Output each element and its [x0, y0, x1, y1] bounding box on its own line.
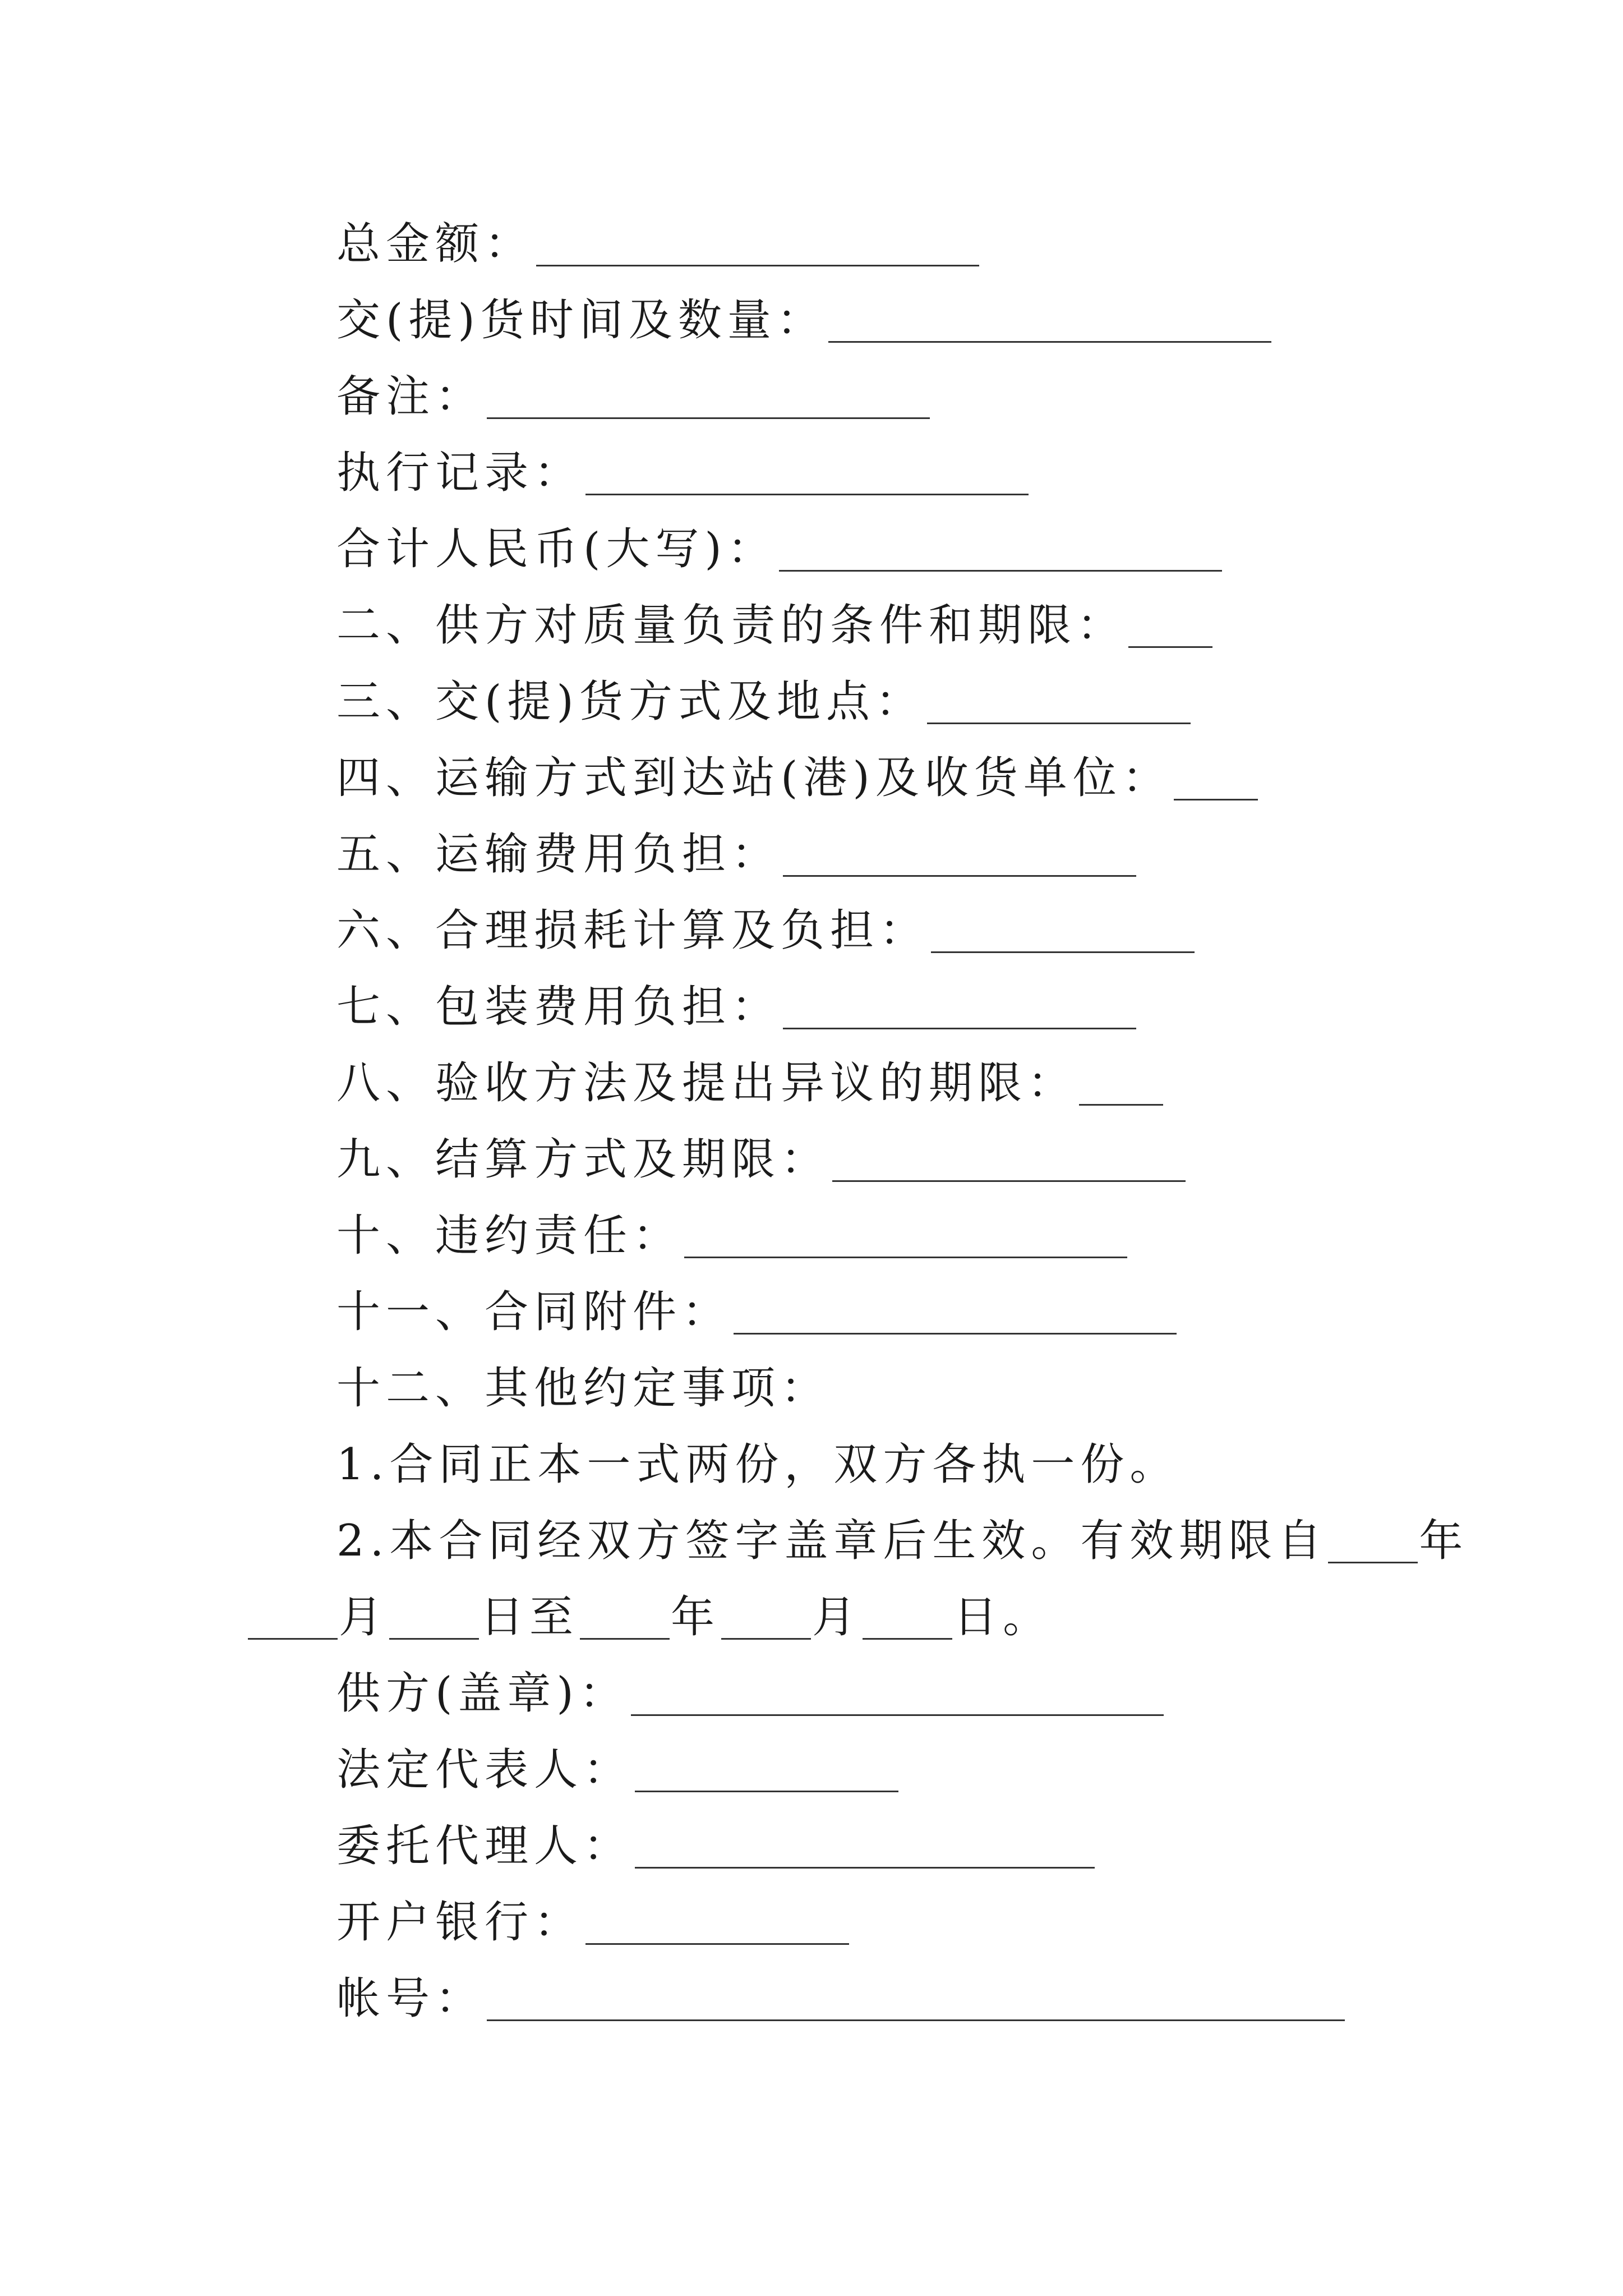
fill-blank[interactable]	[635, 1739, 898, 1792]
fill-blank[interactable]	[635, 1815, 1095, 1869]
day-end-text: 日。	[953, 1592, 1053, 1642]
year-text: 年	[1419, 1516, 1469, 1566]
month-text: 月	[339, 1592, 389, 1642]
field-label: 七、包装费用负担：	[336, 982, 781, 1032]
fill-blank[interactable]	[536, 213, 979, 266]
field-label: 执行记录：	[336, 448, 584, 498]
supplier-seal-field	[336, 1663, 1164, 1724]
field-label: 法定代表人：	[336, 1745, 633, 1795]
start-day-blank[interactable]	[389, 1586, 479, 1640]
term-2-line-2	[247, 1586, 1052, 1648]
field-label: 三、交(提)货方式及地点：	[336, 677, 925, 727]
fill-blank[interactable]	[585, 442, 1029, 495]
fill-blank[interactable]	[1079, 1052, 1163, 1106]
field-total-amount	[336, 213, 979, 275]
field-label: 五、运输费用负担：	[336, 829, 781, 880]
clause-breach-liability	[336, 1205, 1127, 1267]
fill-blank[interactable]	[832, 1129, 1186, 1182]
field-label: 备注：	[336, 371, 485, 422]
legal-representative-field	[336, 1739, 898, 1801]
field-delivery-time-quantity	[336, 289, 1271, 351]
clause-loss-calculation	[336, 900, 1195, 961]
field-label: 合计人民币(大写)：	[336, 524, 777, 574]
field-label: 九、结算方式及期限：	[336, 1134, 831, 1185]
clause-settlement-method	[336, 1129, 1186, 1190]
field-label: 总金额：	[336, 219, 534, 269]
field-label: 交(提)货时间及数量：	[336, 295, 826, 346]
start-month-blank[interactable]	[248, 1586, 338, 1640]
clause-acceptance-objection	[336, 1052, 1163, 1114]
field-label: 委托代理人：	[336, 1821, 633, 1871]
field-label: 开户银行：	[336, 1897, 584, 1948]
fill-blank[interactable]	[927, 671, 1191, 724]
end-day-blank[interactable]	[863, 1586, 952, 1640]
clause-delivery-method-place	[336, 671, 1191, 733]
term-2-line-1	[336, 1510, 1468, 1572]
clause-contract-attachments	[336, 1281, 1177, 1343]
authorized-agent-field	[336, 1815, 1095, 1877]
end-month-blank[interactable]	[721, 1586, 811, 1640]
clause-transport-fees	[336, 823, 1136, 885]
field-label: 二、供方对质量负责的条件和期限：	[336, 600, 1127, 651]
fill-blank[interactable]	[931, 900, 1195, 953]
fill-blank[interactable]	[828, 289, 1271, 343]
end-year-blank[interactable]	[580, 1586, 670, 1640]
account-number-field	[336, 1968, 1345, 2030]
field-execution-record	[336, 442, 1029, 504]
fill-blank[interactable]	[487, 1968, 1345, 2021]
day-to-text: 日至	[480, 1592, 579, 1642]
clause-quality-responsibility	[336, 595, 1212, 656]
term-1	[336, 1434, 1179, 1496]
start-year-blank[interactable]	[1328, 1510, 1418, 1563]
bank-field	[336, 1892, 849, 1953]
other-terms-heading	[336, 1358, 830, 1419]
fill-blank[interactable]	[783, 823, 1136, 877]
field-total-rmb-words	[336, 518, 1222, 580]
fill-blank[interactable]	[783, 976, 1136, 1029]
fill-blank[interactable]	[585, 1892, 849, 1945]
fill-blank[interactable]	[631, 1663, 1164, 1716]
heading-text: 十二、其他约定事项：	[336, 1363, 831, 1414]
fill-blank[interactable]	[1174, 747, 1258, 800]
field-label: 供方(盖章)：	[336, 1668, 629, 1719]
fill-blank[interactable]	[1128, 595, 1212, 648]
fill-blank[interactable]	[779, 518, 1222, 572]
year-text: 年	[671, 1592, 721, 1642]
fill-blank[interactable]	[487, 366, 930, 419]
field-label: 四、运输方式到达站(港)及收货单位：	[336, 753, 1172, 803]
fill-blank[interactable]	[684, 1205, 1127, 1258]
clause-packaging-fees	[336, 976, 1136, 1038]
field-label: 十一、合同附件：	[336, 1287, 732, 1337]
fill-blank[interactable]	[734, 1281, 1177, 1335]
field-label: 十、违约责任：	[336, 1211, 683, 1261]
term-2-prefix: 2.本合同经双方签字盖章后生效。有效期限自	[336, 1516, 1327, 1566]
field-remarks	[336, 366, 930, 427]
field-label: 帐号：	[336, 1973, 485, 2024]
clause-transport-destination	[336, 747, 1258, 809]
term-1-text: 1.合同正本一式两份，双方各执一份。	[336, 1439, 1179, 1490]
month-text: 月	[812, 1592, 862, 1642]
field-label: 八、验收方法及提出异议的期限：	[336, 1058, 1077, 1108]
field-label: 六、合理损耗计算及负担：	[336, 905, 929, 956]
